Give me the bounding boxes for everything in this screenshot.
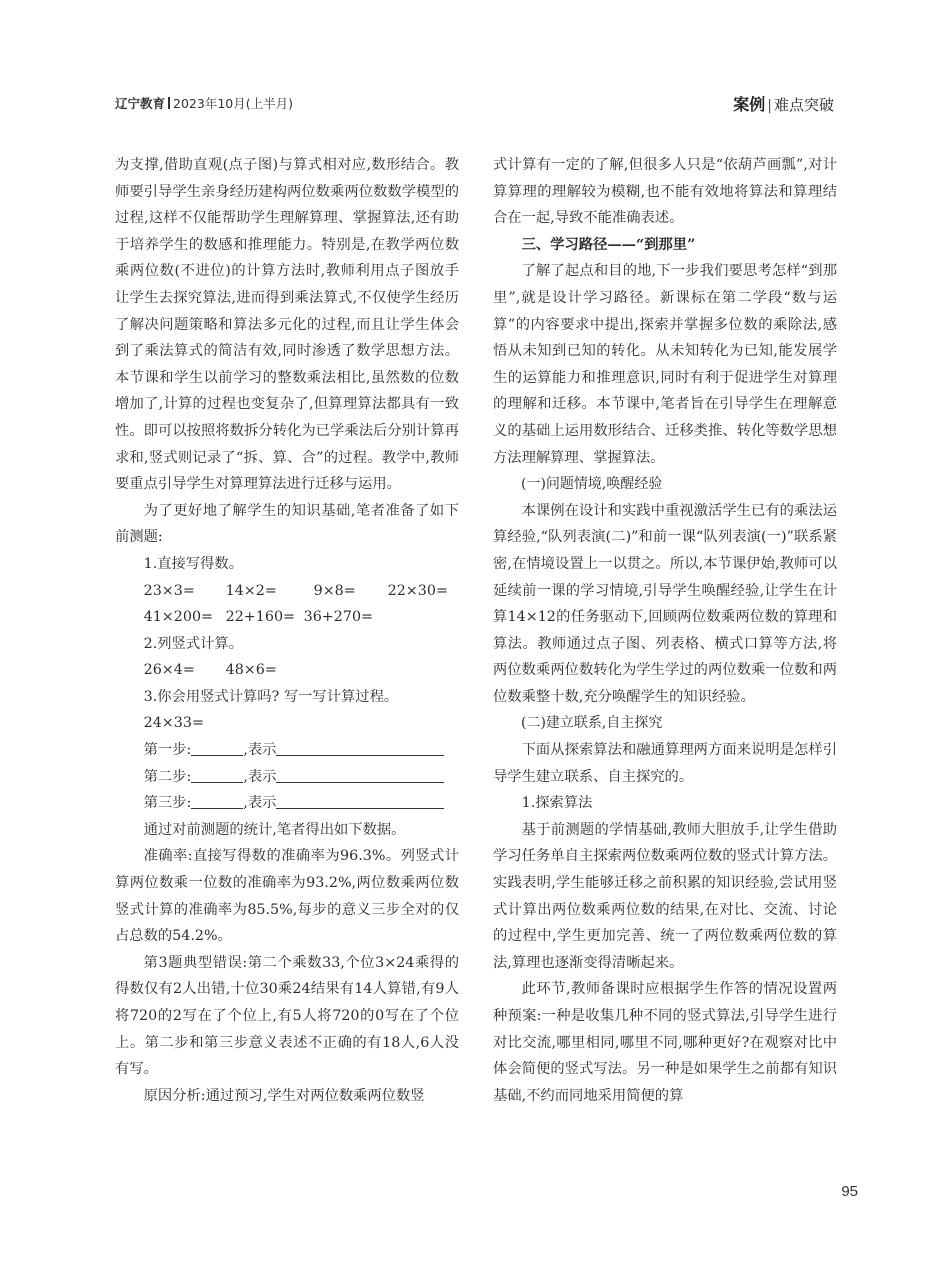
question-row [115, 604, 459, 631]
expression: 24×33= [143, 715, 204, 732]
journal-name: 辽宁教育 [115, 96, 166, 111]
expression: 22+160= [225, 609, 296, 626]
paragraph: 通过对前测题的统计,笔者得出如下数据。 [143, 821, 406, 838]
expression: 48×6= [225, 662, 277, 679]
left-column [115, 152, 459, 1109]
header-divider [168, 97, 170, 109]
paragraph: 此环节,教师备课时应根据学生作答的情况设置两种预案:一种是收集几种不同的竖式算法,引导学生进行对比交流,哪里相同,哪里不同,哪种更好?在观察对比中体会简便的竖式写法。另一种是如果学生之前都有知识基础,不约而同地采用简便的算 [493, 981, 837, 1104]
expression: 23×3= [143, 582, 195, 599]
answer-blank [276, 768, 444, 783]
step-meaning: ,表示 [243, 768, 277, 785]
expression: 36+270= [303, 609, 374, 626]
step-meaning: ,表示 [243, 742, 277, 759]
question-title: 1.直接写得数。 [143, 555, 244, 572]
page-number: 95 [841, 1183, 858, 1200]
expression: 9×8= [313, 582, 356, 599]
subsection-heading: (一)问题情境,唤醒经验 [521, 476, 663, 493]
question-row [115, 578, 459, 605]
step-line [115, 737, 459, 764]
journal-issue: 2023年10月(上半月) [173, 96, 293, 111]
step-label: 第一步: [143, 742, 192, 759]
paragraph: 式计算有一定的了解,但很多人只是“依葫芦画瓢”,对计算算理的理解较为模糊,也不能有效地将算法和算理结合在一起,导致不能准确表述。 [493, 157, 837, 227]
paragraph: 了解了起点和目的地,下一步我们要思考怎样“到那里”,就是设计学习路径。新课标在第二学段“数与运算”的内容要求中提出,探索并掌握多位数的乘除法,感悟从未知到已知的转化。从未知转化为已知,能发展学生的运算能力和推理意识,同时有利于促进学生对算理的理解和迁移。本节课中,笔者旨在引导学生在理解意义的基础上运用数形结合、迁移类推、转化等数学思想方法理解算理、掌握算法。 [493, 263, 837, 466]
expression: 41×200= [143, 609, 214, 626]
answer-blank [191, 768, 243, 783]
right-column [493, 152, 837, 1109]
expression: 22×30= [387, 582, 448, 599]
answer-blank [191, 741, 243, 756]
answer-blank [276, 741, 444, 756]
paragraph: 本课例在设计和实践中重视激活学生已有的乘法运算经验,“队列表演(二)”和前一课“队列表演(一)”联系紧密,在情境设置上一以贯之。所以,本节课伊始,教师可以延续前一课的学习情境,引导学生唤醒经验,让学生在计算14×12的任务驱动下,回顾两位数乘两位数的算理和算法。教师通过点子图、列表格、横式口算等方法,将两位数乘两位数转化为学生学过的两位数乘一位数和两位数乘整十数,充分唤醒学生的知识经验。 [493, 502, 837, 705]
question-row [115, 710, 459, 737]
paragraph: 下面从探索算法和融通算理两方面来说明是怎样引导学生建立联系、自主探究的。 [493, 742, 837, 785]
answer-blank [276, 794, 444, 809]
step-label: 第三步: [143, 795, 192, 812]
expression: 26×4= [143, 662, 195, 679]
paragraph: 第3题典型错误:第二个乘数33,个位3×24乘得的得数仅有2人出错,十位30乘24结果有14人算错,有9人将720的2写在了个位上,有5人将720的0写在了个位上。第二步和第三步意义表述不正确的有18人,6人没有写。 [115, 954, 459, 1078]
subsection-name: 难点突破 [773, 96, 834, 114]
paragraph: 为支撑,借助直观(点子图)与算式相对应,数形结合。教师要引导学生亲身经历建构两位数乘两位数数学模型的过程,这样不仅能帮助学生理解算理、掌握算法,还有助于培养学生的数感和推理能力。特别是,在教学两位数乘两位数(不进位)的计算方法时,教师利用点子图放手让学生去探究算法,进而得到乘法算式,不仅使学生经历了解决问题策略和算法多元化的过程,而且让学生体会到了乘法算式的简洁有效,同时渗透了数学思想方法。本节课和学生以前学习的整数乘法相比,虽然数的位数增加了,计算的过程也变复杂了,但算理算法都具有一致性。即可以按照将数拆分转化为已学乘法后分别计算再求和,竖式则记录了“拆、算、合”的过程。教学中,教师要重点引导学生对算理算法进行迁移与运用。 [115, 157, 459, 493]
section-name: 案例 [733, 95, 766, 114]
paragraph: 为了更好地了解学生的知识基础,笔者准备了如下前测题: [115, 502, 459, 546]
expression: 14×2= [225, 582, 277, 599]
section-separator: | [767, 98, 772, 114]
paragraph: 基于前测题的学情基础,教师大胆放手,让学生借助学习任务单自主探索两位数乘两位数的竖式计算方法。实践表明,学生能够迁移之前积累的知识经验,尝试用竖式计算出两位数乘两位数的结果,在对比、交流、讨论的过程中,学生更加完善、统一了两位数乘两位数的算法,算理也逐渐变得清晰起来。 [493, 821, 837, 971]
sub-subsection-heading: 1.探索算法 [521, 795, 593, 812]
journal-header [115, 94, 293, 112]
paragraph: 原因分析:通过预习,学生对两位数乘两位数竖 [143, 1087, 425, 1104]
step-meaning: ,表示 [243, 795, 277, 812]
question-title: 2.列竖式计算。 [143, 635, 244, 652]
paragraph: 准确率:直接写得数的准确率为96.3%。列竖式计算两位数乘一位数的准确率为93.2%,两位数乘两位数竖式计算的准确率为85.5%,每步的意义三步全对的仅占总数的54.2%。 [115, 848, 459, 945]
step-line [115, 764, 459, 791]
section-header [733, 92, 834, 115]
answer-blank [191, 794, 243, 809]
question-row [115, 657, 459, 684]
section-heading: 三、学习路径——“到那里” [521, 236, 696, 253]
step-line [115, 790, 459, 817]
step-label: 第二步: [143, 768, 192, 785]
subsection-heading: (二)建立联系,自主探究 [521, 715, 663, 732]
question-title: 3.你会用竖式计算吗? 写一写计算过程。 [143, 688, 399, 705]
